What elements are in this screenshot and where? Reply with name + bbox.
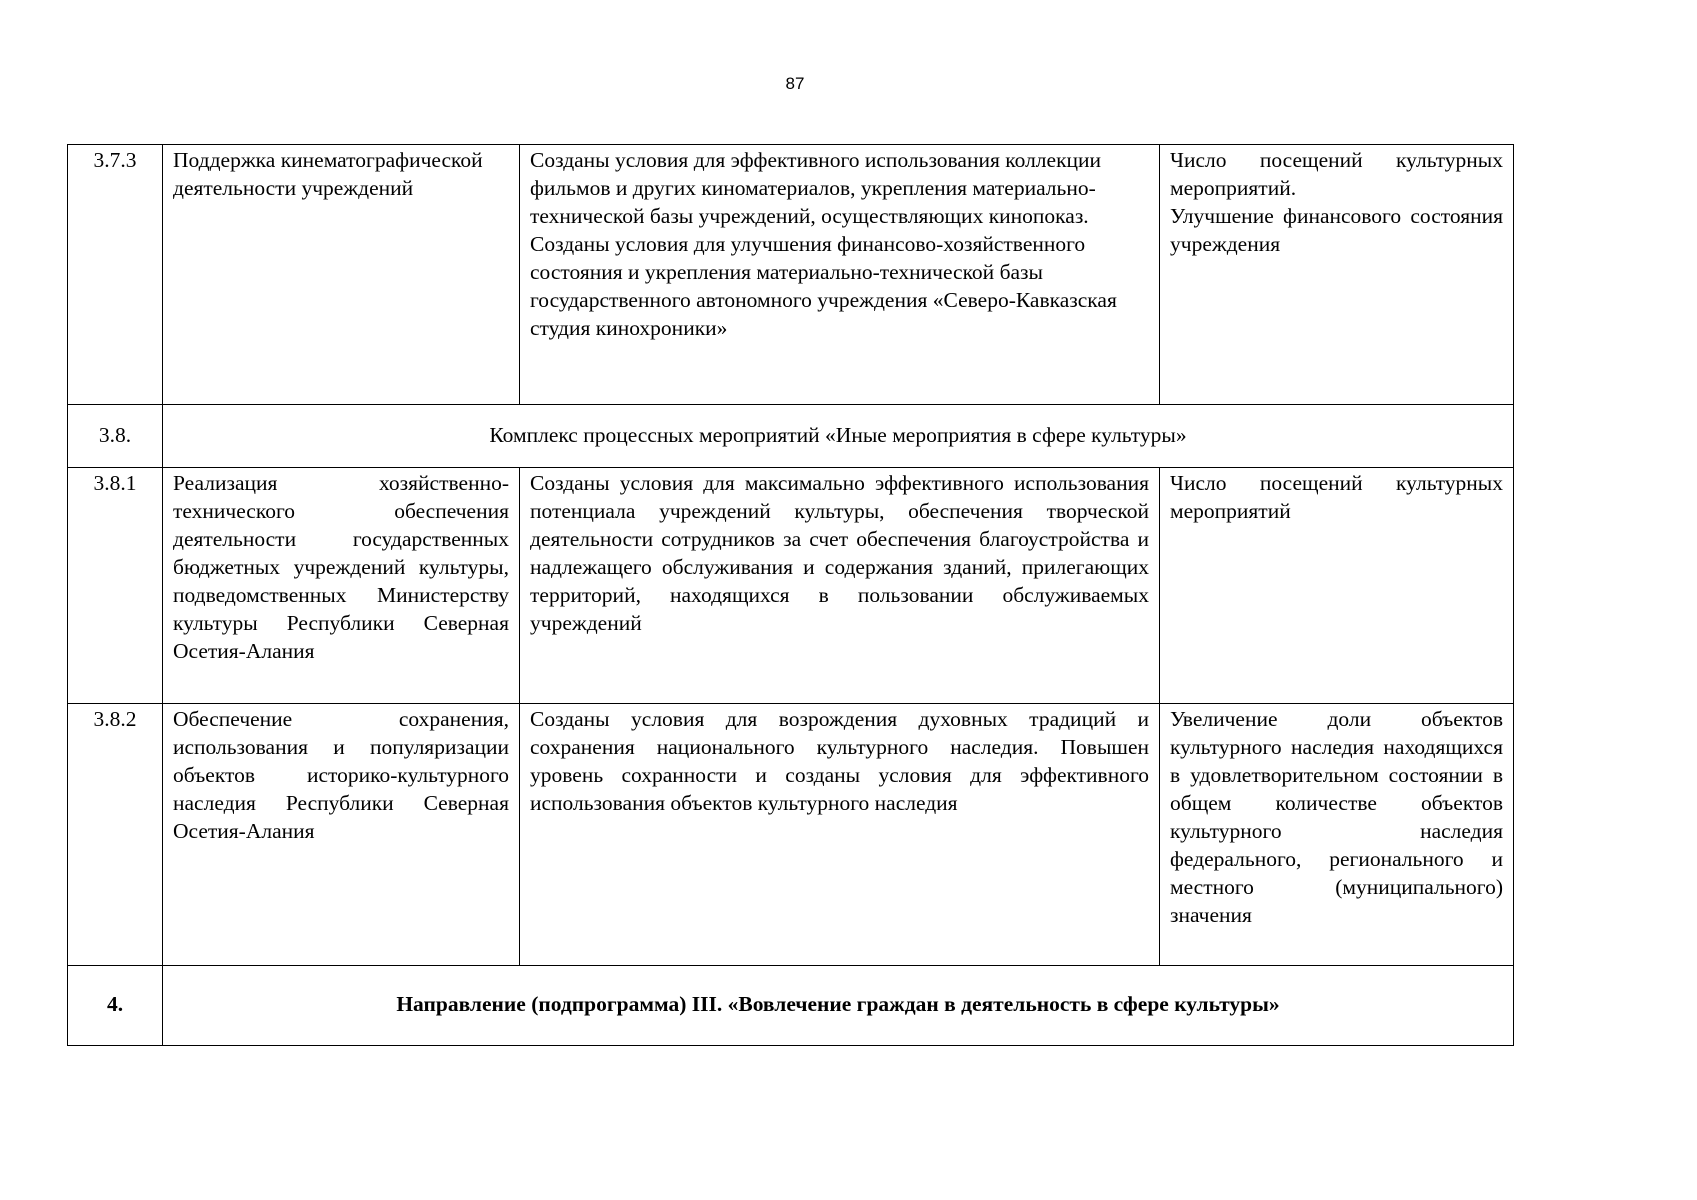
indicator-text: Число посещений культурных мероприятий — [1160, 468, 1514, 704]
indicator-text: Число посещений культурных мероприятий. — [1170, 148, 1503, 200]
table-row — [68, 704, 1514, 966]
indicator-text: Улучшение финансового состояния учреждения — [1170, 204, 1503, 256]
table-row — [68, 468, 1514, 704]
indicator-text: Увеличение доли объектов культурного наследия находящихся в удовлетворительном состоянии в общем количестве объектов культурного наследия федерального, регионального и местного (муниципального) значения — [1160, 704, 1514, 966]
section-row — [68, 966, 1514, 1046]
expected-result: Созданы условия для эффективного использования коллекции фильмов и других киноматериалов, укрепления материально-технической базы учреждений, осуществляющих кинопоказ. Созданы условия для улучшения финансово-хозяйственного состояния и укрепления материально-технической базы государственного автономного учреждения «Северо-Кавказская студия кинохроники» — [520, 145, 1160, 405]
expected-result: Созданы условия для возрождения духовных традиций и сохранения национального культурного наследия. Повышен уровень сохранности и созданы условия для эффективного использования объектов культурного наследия — [520, 704, 1160, 966]
row-number: 4. — [68, 966, 163, 1046]
section-row — [68, 405, 1514, 468]
section-title: Комплекс процессных мероприятий «Иные мероприятия в сфере культуры» — [163, 405, 1514, 468]
program-table — [67, 144, 1514, 1046]
row-number: 3.8.2 — [68, 704, 163, 966]
activity-name: Поддержка кинематографической деятельности учреждений — [163, 145, 520, 405]
row-number: 3.8. — [68, 405, 163, 468]
section-title: Направление (подпрограмма) III. «Вовлечение граждан в деятельность в сфере культуры» — [163, 966, 1514, 1046]
expected-result: Созданы условия для максимально эффективного использования потенциала учреждений культуры, обеспечения творческой деятельности сотрудников за счет обеспечения благоустройства и надлежащего обслуживания и содержания зданий, прилегающих территорий, находящихся в пользовании обслуживаемых учреждений — [520, 468, 1160, 704]
row-number: 3.7.3 — [68, 145, 163, 405]
table-row — [68, 145, 1514, 405]
activity-name: Реализация хозяйственно-технического обеспечения деятельности государственных бюджетных учреждений культуры, подведомственных Министерству культуры Республики Северная Осетия-Алания — [163, 468, 520, 704]
indicator-cell — [1160, 145, 1514, 405]
row-number: 3.8.1 — [68, 468, 163, 704]
page-number: 87 — [785, 74, 805, 93]
activity-name: Обеспечение сохранения, использования и популяризации объектов историко-культурного наследия Республики Северная Осетия-Алания — [163, 704, 520, 966]
